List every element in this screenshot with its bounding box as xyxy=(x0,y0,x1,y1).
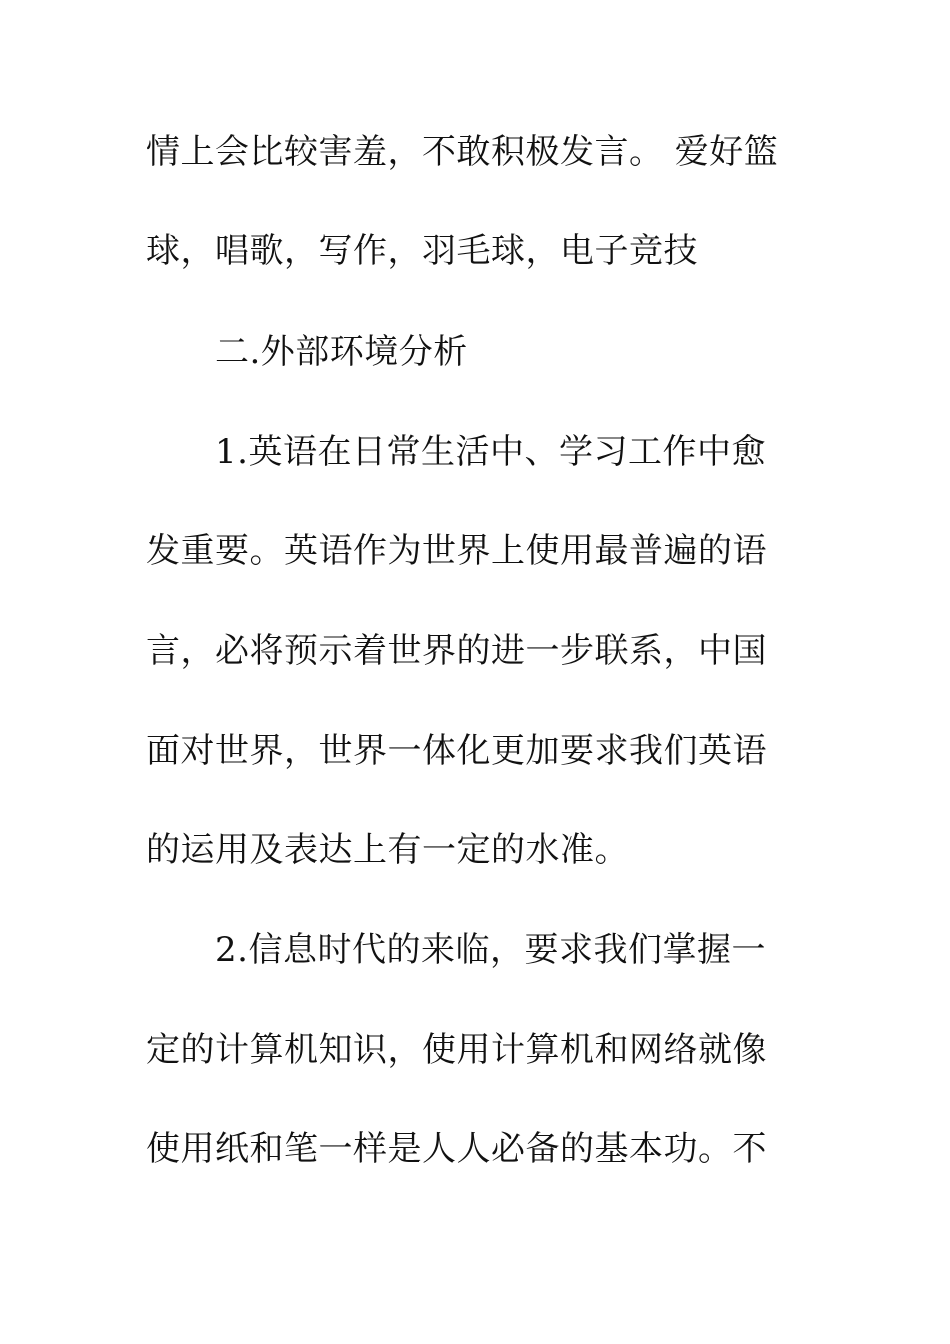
paragraph-line: 使用纸和笔一样是人人必备的基本功。不 xyxy=(146,1129,767,1169)
paragraph-line: 发重要。英语作为世界上使用最普遍的语 xyxy=(146,531,767,571)
paragraph-line: 1.英语在日常生活中、学习工作中愈 xyxy=(215,432,766,472)
paragraph-line: 球，唱歌，写作，羽毛球，电子竞技 xyxy=(146,231,698,271)
section-heading: 二.外部环境分析 xyxy=(215,332,468,372)
paragraph-line: 2.信息时代的来临，要求我们掌握一 xyxy=(215,930,766,970)
paragraph-line: 情上会比较害羞，不敢积极发言。 爱好篮 xyxy=(146,132,779,172)
paragraph-line: 言，必将预示着世界的进一步联系，中国 xyxy=(146,631,767,671)
paragraph-line: 定的计算机知识，使用计算机和网络就像 xyxy=(146,1030,767,1070)
paragraph-line: 的运用及表达上有一定的水准。 xyxy=(146,830,629,870)
paragraph-line: 面对世界，世界一体化更加要求我们英语 xyxy=(146,731,767,771)
